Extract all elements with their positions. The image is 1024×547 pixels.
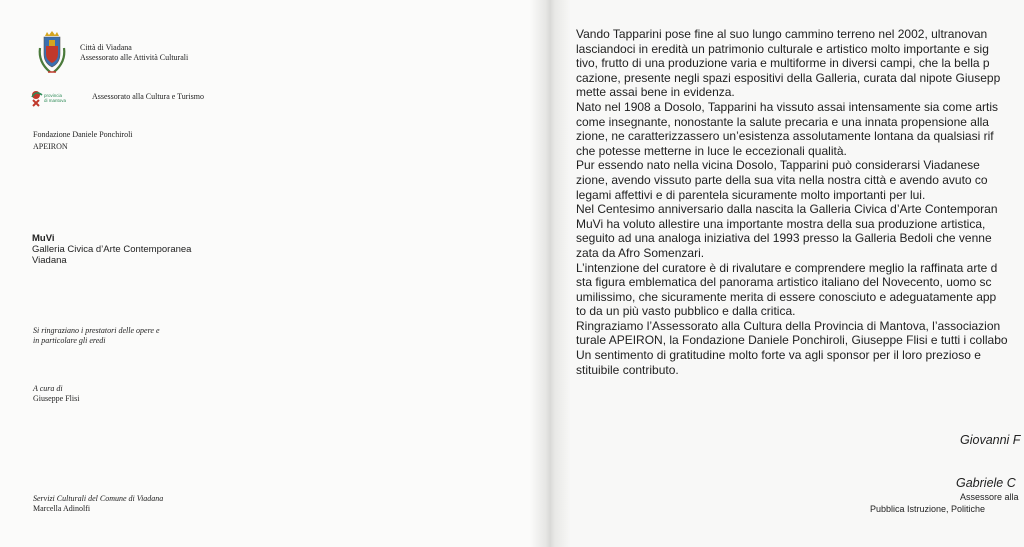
- foundation-name: Fondazione Daniele Ponchiroli: [33, 130, 133, 139]
- signature-gabriele: Gabriele C: [956, 476, 1016, 490]
- acknowledgement-line-2: in particolare gli eredi: [33, 336, 106, 345]
- services-name: Marcella Adinolfi: [33, 504, 91, 513]
- body-line: Un sentimento di gratitudine molto forte va agli sponsor per il loro prezioso e: [576, 348, 981, 363]
- body-line: MuVi ha voluto allestire una importante mostra della sua produzione artistica,: [576, 216, 986, 231]
- curator-name: Giuseppe Flisi: [33, 394, 80, 403]
- body-line: zata da Afro Somenzari.: [576, 245, 705, 260]
- acknowledgement-block: [33, 326, 160, 346]
- signature-role-line-1: Assessore alla: [960, 492, 1019, 502]
- body-line: cazione, presente negli spazi espositivi della Galleria, curata dal nipote Giusepp: [576, 70, 1001, 85]
- curator-label: A cura di: [33, 384, 63, 393]
- body-line: Nel Centesimo anniversario dalla nascita la Galleria Civica d’Arte Contemporan: [576, 202, 998, 217]
- body-line: mette assai bene in evidenza.: [576, 85, 735, 100]
- body-line: lasciandoci in eredità un patrimonio culturale e artistico molto importante e sig: [576, 41, 989, 56]
- province-logo-icon: [30, 86, 92, 108]
- body-line: umilissimo, che sicuramente merita di essere conosciuto e adeguatamente app: [576, 289, 997, 304]
- body-line: Ringraziamo l’Assessorato alla Cultura della Provincia di Mantova, l’associazion: [576, 318, 1001, 333]
- body-line: Pur essendo nato nella vicina Dosolo, Tapparini può considerarsi Viadanese: [576, 158, 980, 173]
- signature-role-line-2: Pubblica Istruzione, Politiche: [870, 504, 986, 514]
- body-line: tivo, frutto di una produzione varia e multiforme in diversi campi, che la bella p: [576, 56, 990, 71]
- city-block: [80, 43, 188, 63]
- city-name: Città di Viadana: [80, 43, 132, 52]
- viadana-coat-of-arms-icon: [36, 30, 68, 76]
- museum-full-name: Galleria Civica d’Arte Contemporanea: [32, 244, 192, 255]
- body-line: turale APEIRON, la Fondazione Daniele Ponchiroli, Giuseppe Flisi e tutti i collabo: [576, 333, 1008, 348]
- book-gutter: [530, 0, 570, 547]
- association-name: APEIRON: [33, 142, 68, 151]
- right-page: [570, 0, 1024, 547]
- body-line: legami affettivi e di parentela sicuramente molto importanti per lui.: [576, 187, 926, 202]
- svg-text:provincia: provincia: [44, 93, 63, 98]
- body-line: Nato nel 1908 a Dosolo, Tapparini ha vissuto assai intensamente sia come artis: [576, 99, 999, 114]
- foundation-block: [33, 130, 133, 152]
- museum-block: [32, 233, 191, 266]
- body-line: to da un più vasto pubblico e dalla critica.: [576, 304, 796, 319]
- body-line: L’intenzione del curatore è di rivalutare e comprendere meglio la raffinata arte d: [576, 260, 998, 275]
- body-line: come insegnante, nonostante la salute precaria e una innata propensione alla: [576, 114, 989, 129]
- body-line: zione, avendo vissuto parte della sua vita nella nostra città e avendo avuto co: [576, 172, 988, 187]
- museum-name: MuVi: [32, 233, 55, 244]
- body-line: seguito ad una analoga iniziativa del 1993 presso la Galleria Bedoli che venne: [576, 231, 992, 246]
- body-text: [576, 27, 1024, 377]
- province-department: Assessorato alla Cultura e Turismo: [92, 92, 204, 101]
- body-line: Vando Tapparini pose fine al suo lungo cammino terreno nel 2002, ultranovan: [576, 27, 988, 41]
- services-label: Servizi Culturali del Comune di Viadana: [33, 494, 164, 503]
- curator-block: [33, 384, 79, 404]
- body-line: stituibile contributo.: [576, 362, 679, 377]
- services-block: [33, 494, 163, 514]
- svg-text:di mantova: di mantova: [44, 98, 67, 103]
- body-line: che potesse metterne in luce le eccezionali qualità.: [576, 143, 847, 158]
- signature-giovanni: Giovanni F: [960, 433, 1021, 447]
- body-line: zione, ne caratterizzassero un’esistenza assolutamente lontana da qualsiasi rif: [576, 129, 994, 144]
- museum-city: Viadana: [32, 255, 67, 266]
- acknowledgement-line-1: Si ringraziano i prestatori delle opere e: [33, 326, 160, 335]
- body-line: sta figura emblematica del panorama artistico italiano del Novecento, uomo sc: [576, 275, 992, 290]
- city-department: Assessorato alle Attività Culturali: [80, 53, 189, 62]
